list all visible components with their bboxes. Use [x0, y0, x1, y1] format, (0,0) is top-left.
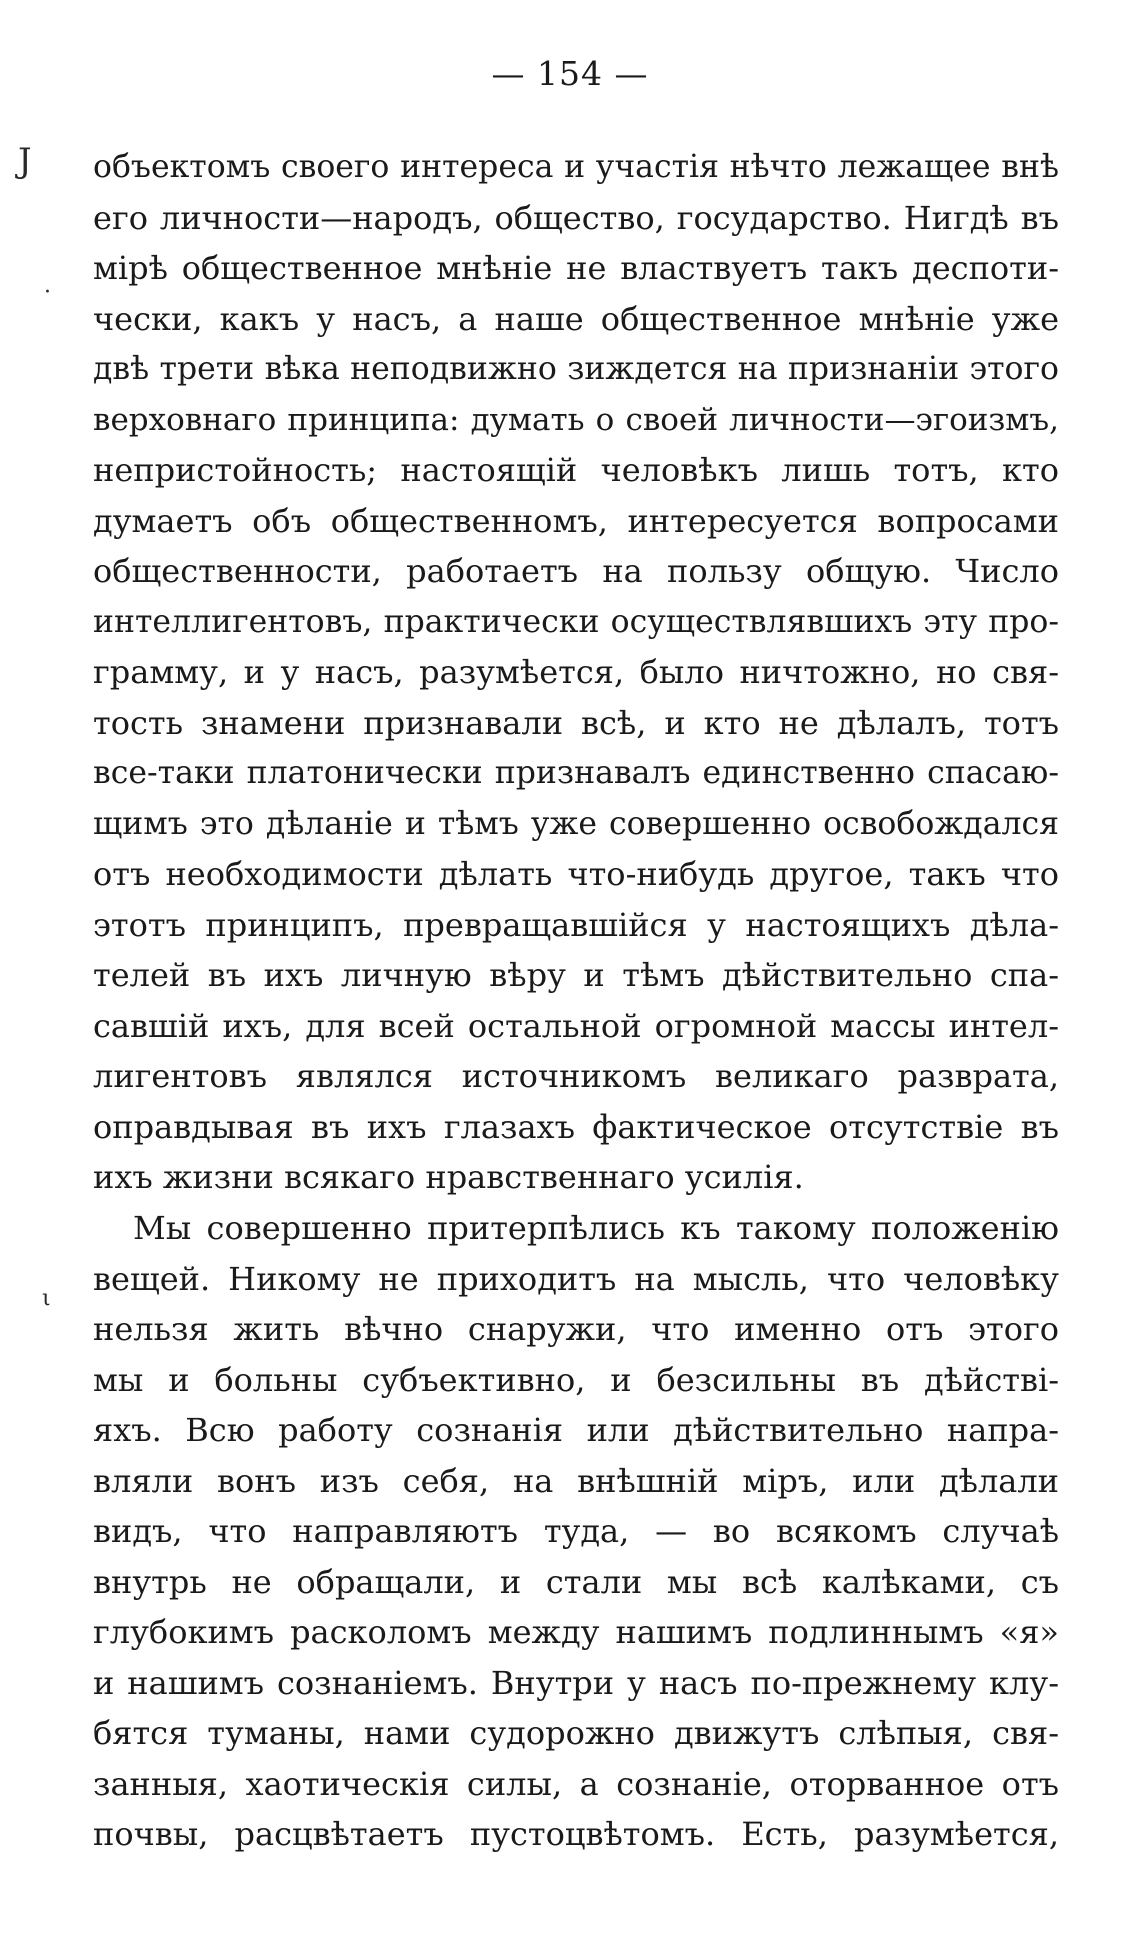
text-line: Мы совершенно притерпѣлись къ такому положенію: [133, 1209, 1059, 1247]
text-line: видъ, что направляютъ туда, — во всякомъ случаѣ: [93, 1512, 1059, 1550]
text-line: верховнаго принципа: думать о своей личности—эгоизмъ,: [93, 401, 1059, 438]
text-line: внутрь не обращали, и стали мы всѣ калѣками, съ: [93, 1562, 1059, 1601]
text-line: яхъ. Всю работу сознанія или дѣйствительно напра-: [93, 1411, 1059, 1449]
text-line: общественности, работаетъ на пользу общую. Число: [93, 552, 1059, 590]
text-line: мірѣ общественное мнѣніе не властвуетъ такъ деспоти-: [93, 249, 1059, 287]
text-line: телей въ ихъ личную вѣру и тѣмъ дѣйствительно спа-: [93, 956, 1059, 994]
margin-mark-2: ·: [44, 280, 51, 305]
text-line: вляли вонъ изъ себя, на внѣшній міръ, или дѣлали: [93, 1461, 1059, 1500]
text-line: объектомъ своего интереса и участія нѣчто лежащее внѣ: [93, 149, 1059, 185]
text-line: все-таки платонически признавалъ единственно спасаю-: [93, 755, 1059, 791]
text-line: почвы, расцвѣтаетъ пустоцвѣтомъ. Есть, разумѣется,: [93, 1815, 1059, 1853]
text-line: чески, какъ у насъ, а наше общественное мнѣніе уже: [93, 299, 1059, 338]
paragraph-1: [93, 142, 1059, 1203]
text-line: тость знамени признавали всѣ, и кто не дѣлалъ, тотъ: [93, 703, 1059, 742]
paragraph-2: [93, 1203, 1059, 1860]
text-line: двѣ трети вѣка неподвижно зиждется на признаніи этого: [93, 351, 1059, 387]
text-line: грамму, и у насъ, разумѣется, было ничтожно, но свя-: [93, 653, 1059, 691]
text-line: отъ необходимости дѣлать что-нибудь другое, такъ что: [93, 855, 1059, 893]
text-line: бятся туманы, нами судорожно движутъ слѣпыя, свя-: [93, 1714, 1059, 1752]
text-line: лигентовъ являлся источникомъ великаго разврата,: [93, 1057, 1059, 1095]
margin-mark-1: J: [18, 141, 32, 181]
text-line: глубокимъ расколомъ между нашимъ подлиннымъ «я»: [93, 1613, 1059, 1651]
text-line: занныя, хаотическія силы, а сознаніе, оторванное отъ: [93, 1764, 1059, 1803]
text-line: его личности—народъ, общество, государство. Нигдѣ въ: [93, 198, 1059, 237]
text-line: непристойность; настоящій человѣкъ лишь тотъ, кто: [93, 451, 1059, 489]
text-line: интеллигентовъ, практически осуществлявшихъ эту про-: [93, 603, 1059, 640]
text-line: вещей. Никому не приходитъ на мысль, что человѣку: [93, 1259, 1059, 1298]
text-line: нельзя жить вѣчно снаружи, что именно отъ этого: [93, 1310, 1059, 1348]
page-number: — 154 —: [491, 54, 649, 93]
text-line: мы и больны субъективно, и безсильны въ дѣйстві-: [93, 1360, 1059, 1399]
margin-mark-3: ι: [42, 1286, 51, 1311]
text-line: ихъ жизни всякаго нравственнаго усилія.: [93, 1158, 804, 1196]
text-line: савшій ихъ, для всей остальной огромной массы интел-: [93, 1006, 1059, 1045]
text-line: этотъ принципъ, превращавшійся у настоящихъ дѣла-: [93, 905, 1059, 944]
text-line: и нашимъ сознаніемъ. Внутри у насъ по-прежнему клу-: [93, 1663, 1059, 1702]
text-line: щимъ это дѣланіе и тѣмъ уже совершенно освобождался: [93, 805, 1059, 842]
text-line: думаетъ объ общественномъ, интересуется вопросами: [93, 501, 1059, 540]
text-line: оправдывая въ ихъ глазахъ фактическое отсутствіе въ: [93, 1107, 1059, 1146]
